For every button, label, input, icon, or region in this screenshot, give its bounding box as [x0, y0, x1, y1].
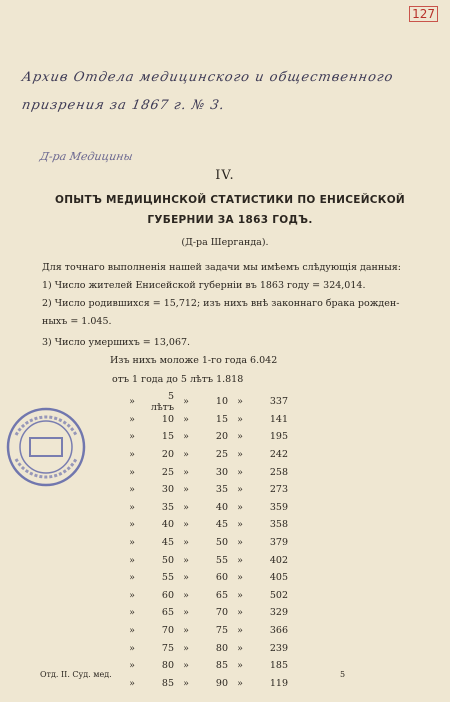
table-cell: » [237, 519, 243, 531]
table-cell: 273 [269, 484, 288, 496]
table-cell: » [129, 677, 135, 689]
table-cell: » [237, 660, 243, 672]
item-1: 1) Число жителей Енисейской губерніи въ 1863 году = 324,014. [42, 280, 366, 291]
table-cell: » [183, 501, 189, 513]
table-cell: 70 [161, 625, 174, 637]
table-cell: 258 [269, 466, 288, 478]
table-cell: 141 [269, 413, 288, 425]
table-cell: » [183, 625, 189, 637]
table-cell: 80 [215, 642, 228, 654]
table-subheading: отъ 1 года до 5 лѣтъ 1.818 [112, 374, 244, 385]
table-cell: » [129, 449, 135, 461]
table-cell: » [237, 396, 243, 408]
table-cell: 60 [215, 572, 228, 584]
table-cell: » [129, 660, 135, 672]
table-cell: » [129, 466, 135, 478]
table-cell: » [129, 501, 135, 513]
table-cell: 119 [269, 677, 288, 689]
table-cell: » [237, 449, 243, 461]
table-cell: 45 [161, 537, 174, 549]
table-row [120, 481, 400, 499]
item-2: 2) Число родившихся = 15,712; изъ нихъ внѣ законнаго брака рожден- [42, 298, 400, 309]
footer-section: Отд. II. Суд. мед. [40, 670, 112, 679]
table-cell: » [237, 413, 243, 425]
table-row [120, 411, 400, 429]
table-cell: » [237, 431, 243, 443]
table-cell: » [129, 519, 135, 531]
table-cell: 50 [215, 537, 228, 549]
table-cell: » [183, 660, 189, 672]
table-cell: » [237, 501, 243, 513]
table-row [120, 463, 400, 481]
table-cell: 337 [269, 396, 288, 408]
table-cell: 50 [161, 554, 174, 566]
table-cell: » [237, 484, 243, 496]
table-cell: 15 [215, 413, 228, 425]
table-cell: 55 [161, 572, 174, 584]
table-cell: 80 [161, 660, 174, 672]
footer-page: 5 [340, 670, 346, 679]
table-cell: » [183, 589, 189, 601]
table-row [120, 622, 400, 640]
handwritten-line-1: Архив Отдела медицинского и общественного [20, 70, 395, 85]
table-row [120, 569, 400, 587]
table-cell: » [183, 572, 189, 584]
table-cell: 25 [215, 449, 228, 461]
table-cell: 35 [215, 484, 228, 496]
table-cell: » [129, 537, 135, 549]
table-cell: » [237, 589, 243, 601]
table-row [120, 516, 400, 534]
article-author: (Д-ра Шерганда). [181, 237, 269, 248]
table-row [120, 446, 400, 464]
table-cell: 20 [215, 431, 228, 443]
table-cell: » [237, 466, 243, 478]
archive-number: 127 [409, 6, 438, 22]
table-row [120, 639, 400, 657]
article-title: ОПЫТЪ МЕДИЦИНСКОЙ СТАТИСТИКИ ПО ЕНИСЕЙСКОЙ ГУБЕРНИИ ЗА 1863 ГОДЪ. [54, 194, 406, 226]
table-cell: 5 лѣтъ [150, 390, 174, 413]
item-2-continued: ныхъ = 1.045. [42, 316, 112, 327]
table-cell: » [237, 642, 243, 654]
table-cell: » [129, 484, 135, 496]
table-cell: » [129, 572, 135, 584]
table-row [120, 534, 400, 552]
item-3: 3) Число умершихъ = 13,067. [42, 337, 191, 348]
table-cell: » [129, 642, 135, 654]
table-cell: » [237, 554, 243, 566]
table-cell: 45 [215, 519, 228, 531]
section-number: IV. [215, 168, 235, 183]
mortality-table [120, 390, 400, 692]
table-cell: 239 [269, 642, 288, 654]
table-cell: 65 [161, 607, 174, 619]
table-cell: » [183, 396, 189, 408]
table-cell: 30 [161, 484, 174, 496]
table-cell: » [237, 537, 243, 549]
table-cell: 85 [215, 660, 228, 672]
table-heading: Изъ нихъ моложе 1-го года 6.042 [110, 355, 278, 366]
margin-note: Д-ра Медицины [38, 150, 134, 163]
table-cell: 30 [215, 466, 228, 478]
table-cell: » [183, 466, 189, 478]
table-cell: 25 [161, 466, 174, 478]
table-row [120, 499, 400, 517]
table-cell: 75 [215, 625, 228, 637]
table-row [120, 587, 400, 605]
table-cell: » [237, 607, 243, 619]
table-cell: » [183, 519, 189, 531]
table-row [120, 657, 400, 675]
table-row [120, 675, 400, 693]
table-cell: 242 [269, 449, 288, 461]
table-cell: » [129, 396, 135, 408]
table-cell: 35 [161, 501, 174, 513]
table-cell: 502 [269, 589, 288, 601]
table-cell: » [183, 537, 189, 549]
table-cell: » [183, 607, 189, 619]
table-cell: 75 [161, 642, 174, 654]
table-cell: 20 [161, 449, 174, 461]
table-cell: » [129, 413, 135, 425]
table-cell: » [129, 431, 135, 443]
library-stamp-icon [4, 405, 88, 489]
table-cell: 358 [269, 519, 288, 531]
table-cell: » [183, 413, 189, 425]
table-cell: » [129, 625, 135, 637]
table-cell: » [129, 607, 135, 619]
table-cell: 40 [161, 519, 174, 531]
table-cell: 65 [215, 589, 228, 601]
table-cell: » [237, 625, 243, 637]
table-cell: 359 [269, 501, 288, 513]
table-cell: » [183, 484, 189, 496]
table-cell: 85 [161, 677, 174, 689]
table-row [120, 390, 400, 413]
table-cell: » [237, 572, 243, 584]
table-cell: 70 [215, 607, 228, 619]
table-cell: 405 [269, 572, 288, 584]
table-row [120, 551, 400, 569]
table-cell: » [237, 677, 243, 689]
table-cell: 15 [161, 431, 174, 443]
table-cell: 185 [269, 660, 288, 672]
table-cell: » [129, 589, 135, 601]
table-cell: » [183, 677, 189, 689]
table-cell: 10 [215, 396, 228, 408]
table-row [120, 428, 400, 446]
table-cell: 55 [215, 554, 228, 566]
table-cell: » [183, 449, 189, 461]
table-cell: 10 [161, 413, 174, 425]
table-cell: » [183, 431, 189, 443]
handwritten-line-2: призрения за 1867 г. № 3. [20, 98, 227, 113]
table-cell: 402 [269, 554, 288, 566]
table-cell: » [129, 554, 135, 566]
table-row [120, 604, 400, 622]
table-cell: 366 [269, 625, 288, 637]
table-cell: » [183, 642, 189, 654]
table-cell: 195 [269, 431, 288, 443]
table-cell: » [183, 554, 189, 566]
table-cell: 60 [161, 589, 174, 601]
table-cell: 379 [269, 537, 288, 549]
table-cell: 329 [269, 607, 288, 619]
intro-paragraph: Для точнаго выполненія нашей задачи мы имѣемъ слѣдующія данныя: [42, 262, 401, 273]
table-cell: 40 [215, 501, 228, 513]
table-cell: 90 [215, 677, 228, 689]
